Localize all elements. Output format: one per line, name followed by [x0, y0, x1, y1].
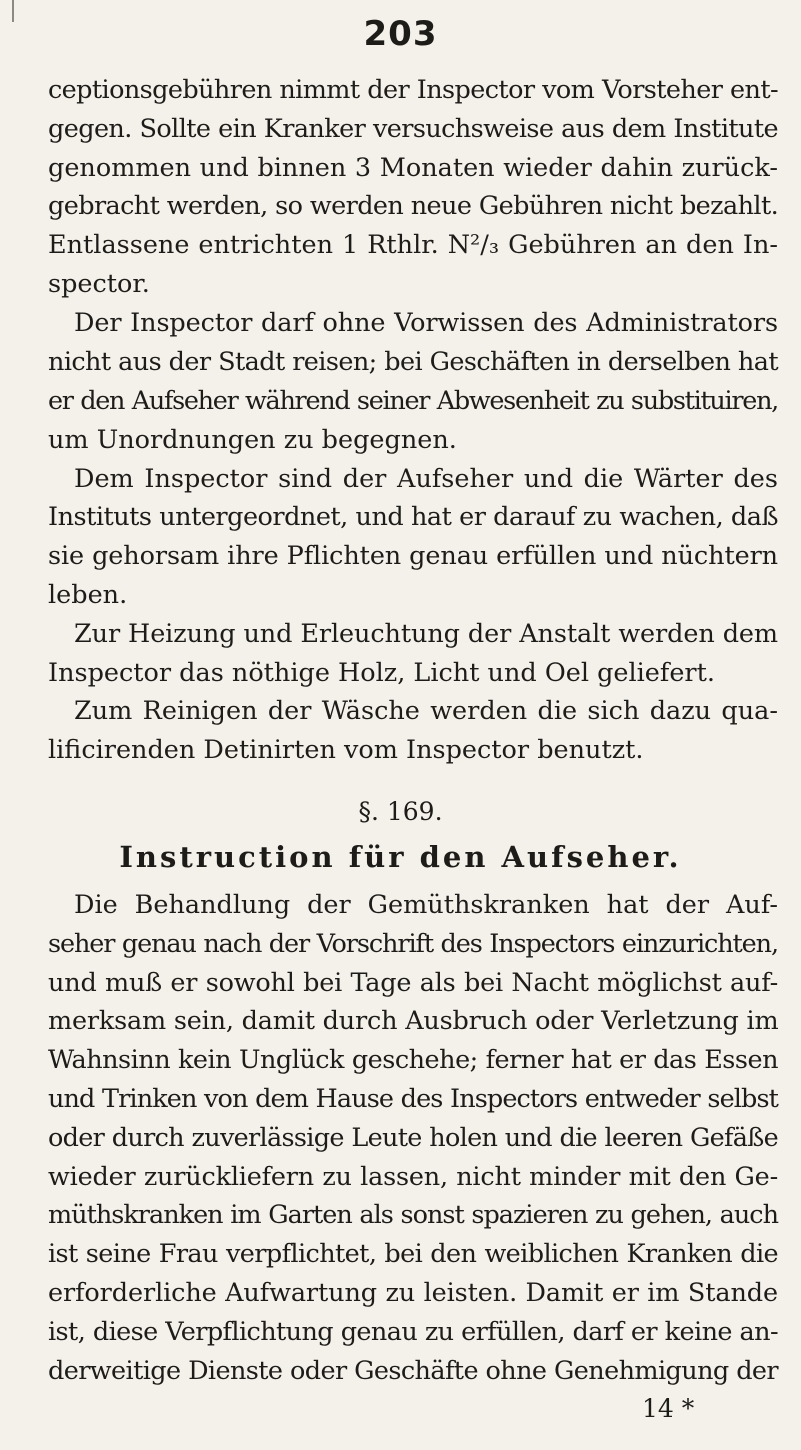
text-line: Der Inspector darf ohne Vorwissen des Administrators	[74, 307, 778, 338]
paragraph-block-3	[48, 886, 778, 1390]
paragraph-block-1	[48, 71, 778, 381]
text-line: ist, diese Verpflichtung genau zu erfüllen, darf er keine an-	[48, 1316, 778, 1347]
text-line: Wahnsinn kein Unglück geschehe; ferner hat er das Essen	[48, 1045, 778, 1076]
page-number: 203	[363, 14, 438, 54]
text-line: Instituts untergeordnet, und hat er darauf zu wachen, daß	[48, 502, 778, 533]
section-heading: Instruction für den Aufseher.	[119, 840, 682, 874]
text-line: und muß er sowohl bei Tage als bei Nacht möglichst auf-	[48, 967, 778, 998]
text-line: genommen und binnen 3 Monaten wieder dahin zurück-	[48, 152, 778, 183]
text-line: lificirenden Detinirten vom Inspector benutzt.	[48, 735, 644, 766]
text-line: gebracht werden, so werden neue Gebühren nicht bezahlt.	[48, 191, 779, 222]
text-line: Entlassene entrichten 1 Rthlr. N²/₃ Gebühren an den In-	[48, 230, 778, 261]
text-line: Dem Inspector sind der Aufseher und die Wärter des	[74, 463, 778, 494]
text-line: merksam sein, damit durch Ausbruch oder Verletzung im	[48, 1006, 779, 1037]
text-line: spector.	[48, 268, 150, 299]
text-line: um Unordnungen zu begegnen.	[48, 424, 457, 455]
text-line: gegen. Sollte ein Kranker versuchsweise aus dem Institute	[48, 113, 778, 144]
text-line: leben.	[48, 579, 128, 610]
paragraph-block-2	[48, 382, 778, 770]
text-line: ist seine Frau verpflichtet, bei den weiblichen Kranken die	[48, 1239, 778, 1270]
text-line: ceptionsgebühren nimmt der Inspector vom Vorsteher ent-	[48, 75, 778, 105]
text-line: oder durch zuverlässige Leute holen und die leeren Gefäße	[48, 1122, 778, 1153]
text-line: wieder zurückliefern zu lassen, nicht minder mit den Ge-	[48, 1161, 778, 1192]
text-line: müthskranken im Garten als sonst spazieren zu gehen, auch	[48, 1200, 778, 1231]
sheet-signature-mark: 14 *	[642, 1394, 695, 1423]
text-line: nicht aus der Stadt reisen; bei Geschäften in derselben hat	[48, 346, 778, 377]
text-line: sie gehorsam ihre Pflichten genau erfüllen und nüchtern	[48, 541, 778, 572]
text-line: Zur Heizung und Erleuchtung der Anstalt werden dem	[74, 618, 778, 649]
text-line: Zum Reinigen der Wäsche werden die sich dazu qua-	[74, 696, 778, 727]
section-number: §. 169.	[358, 797, 443, 826]
text-line: derweitige Dienste oder Geschäfte ohne Genehmigung der	[48, 1355, 778, 1386]
text-line: Die Behandlung der Gemüthskranken hat der Auf-	[74, 890, 778, 920]
text-line: er den Aufseher während seiner Abwesenheit zu substituiren,	[48, 386, 778, 416]
text-line: erforderliche Aufwartung zu leisten. Damit er im Stande	[48, 1277, 778, 1308]
text-line: Inspector das nöthige Holz, Licht und Oel geliefert.	[48, 657, 715, 688]
text-line: und Trinken von dem Hause des Inspectors entweder selbst	[48, 1083, 778, 1114]
text-line: seher genau nach der Vorschrift des Inspectors einzurichten,	[48, 928, 778, 959]
